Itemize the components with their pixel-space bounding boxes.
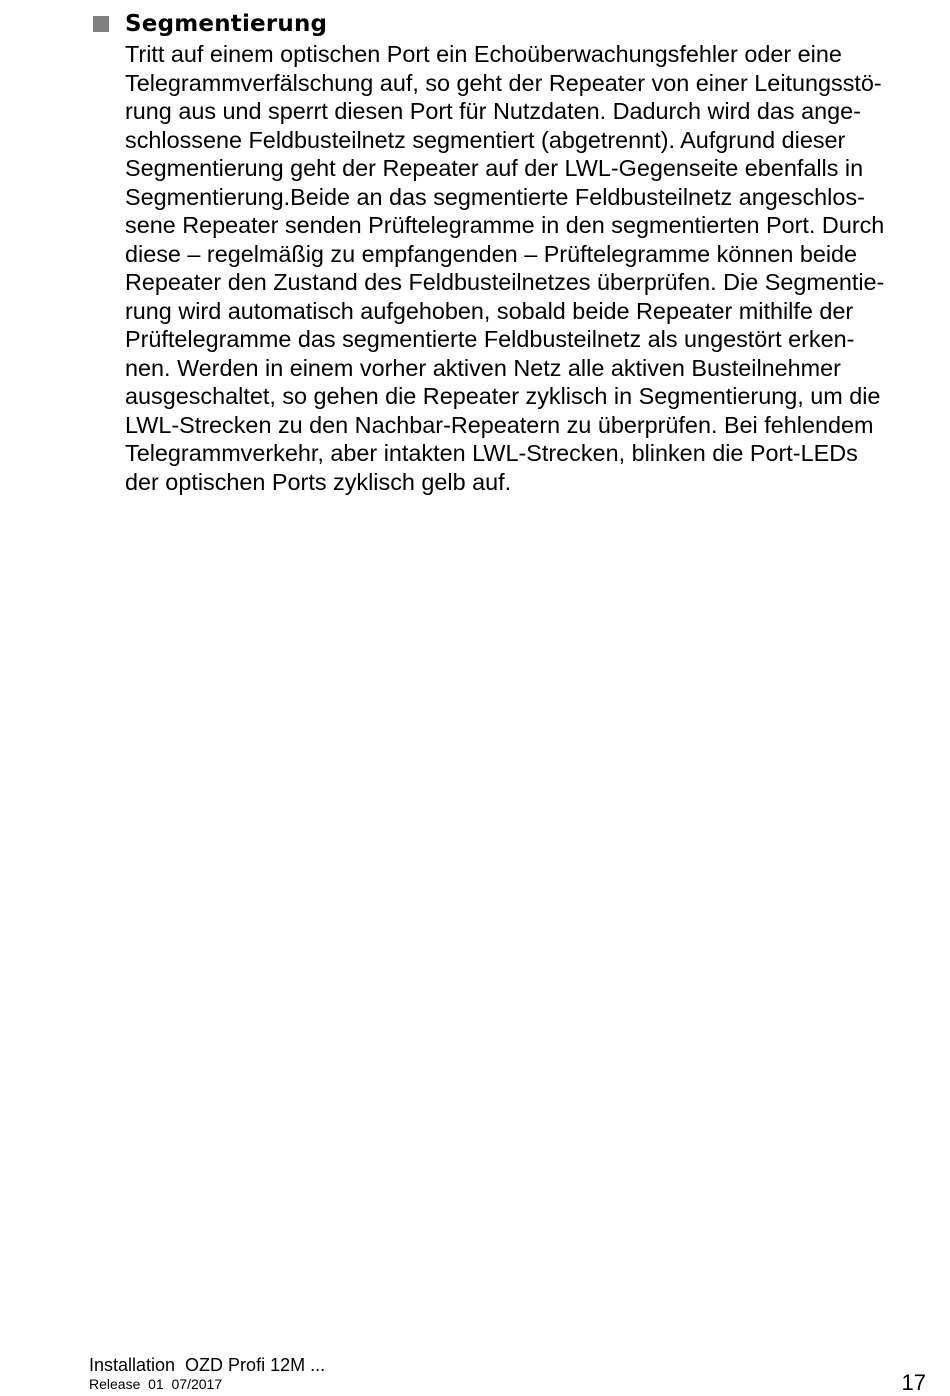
- section-heading: Segmentierung: [125, 11, 328, 37]
- body-line: schlossene Feldbusteilnetz segmentiert (abgetrennt). Aufgrund dieser: [125, 126, 846, 153]
- page-footer: [89, 1355, 325, 1393]
- footer-document-title: Installation OZD Profi 12M ...: [89, 1355, 326, 1375]
- page-number: 17: [901, 1370, 926, 1395]
- body-line: Tritt auf einem optischen Port ein Echoüberwachungsfehler oder eine: [125, 41, 842, 67]
- body-line: Telegrammverkehr, aber intakten LWL-Strecken, blinken die Port-LEDs: [125, 440, 858, 466]
- body-line: sene Repeater senden Prüftelegramme in den segmentierten Port. Durch: [125, 212, 885, 238]
- body-line: Telegrammverfälschung auf, so geht der Repeater von einer Leitungsstö-: [125, 69, 882, 96]
- section-body: [125, 40, 930, 496]
- body-line: der optischen Ports zyklisch gelb auf.: [125, 468, 512, 495]
- square-bullet-icon: [93, 16, 109, 32]
- body-line: ausgeschaltet, so gehen die Repeater zyklisch in Segmentierung, um die: [125, 383, 881, 409]
- segmentierung-section: [90, 8, 930, 496]
- body-line: LWL-Strecken zu den Nachbar-Repeatern zu überprüfen. Bei fehlendem: [125, 411, 874, 438]
- section-heading-row: [90, 8, 930, 40]
- body-line: rung wird automatisch aufgehoben, sobald beide Repeater mithilfe der: [125, 297, 854, 324]
- body-line: Prüftelegramme das segmentierte Feldbusteilnetz als ungestört erken-: [125, 326, 855, 352]
- body-line: Segmentierung geht der Repeater auf der LWL-Gegenseite ebenfalls in: [125, 155, 864, 181]
- body-line: Repeater den Zustand des Feldbusteilnetzes überprüfen. Die Segmentie-: [125, 269, 885, 295]
- body-line: Segmentierung.Beide an das segmentierte Feldbusteilnetz angeschlos-: [125, 183, 865, 210]
- body-line: nen. Werden in einem vorher aktiven Netz alle aktiven Busteilnehmer: [125, 354, 841, 381]
- body-line: diese – regelmäßig zu empfangenden – Prüftelegramme können beide: [125, 240, 858, 267]
- body-line: rung aus und sperrt diesen Port für Nutzdaten. Dadurch wird das ange-: [125, 98, 861, 124]
- footer-release-info: Release 01 07/2017: [89, 1376, 223, 1392]
